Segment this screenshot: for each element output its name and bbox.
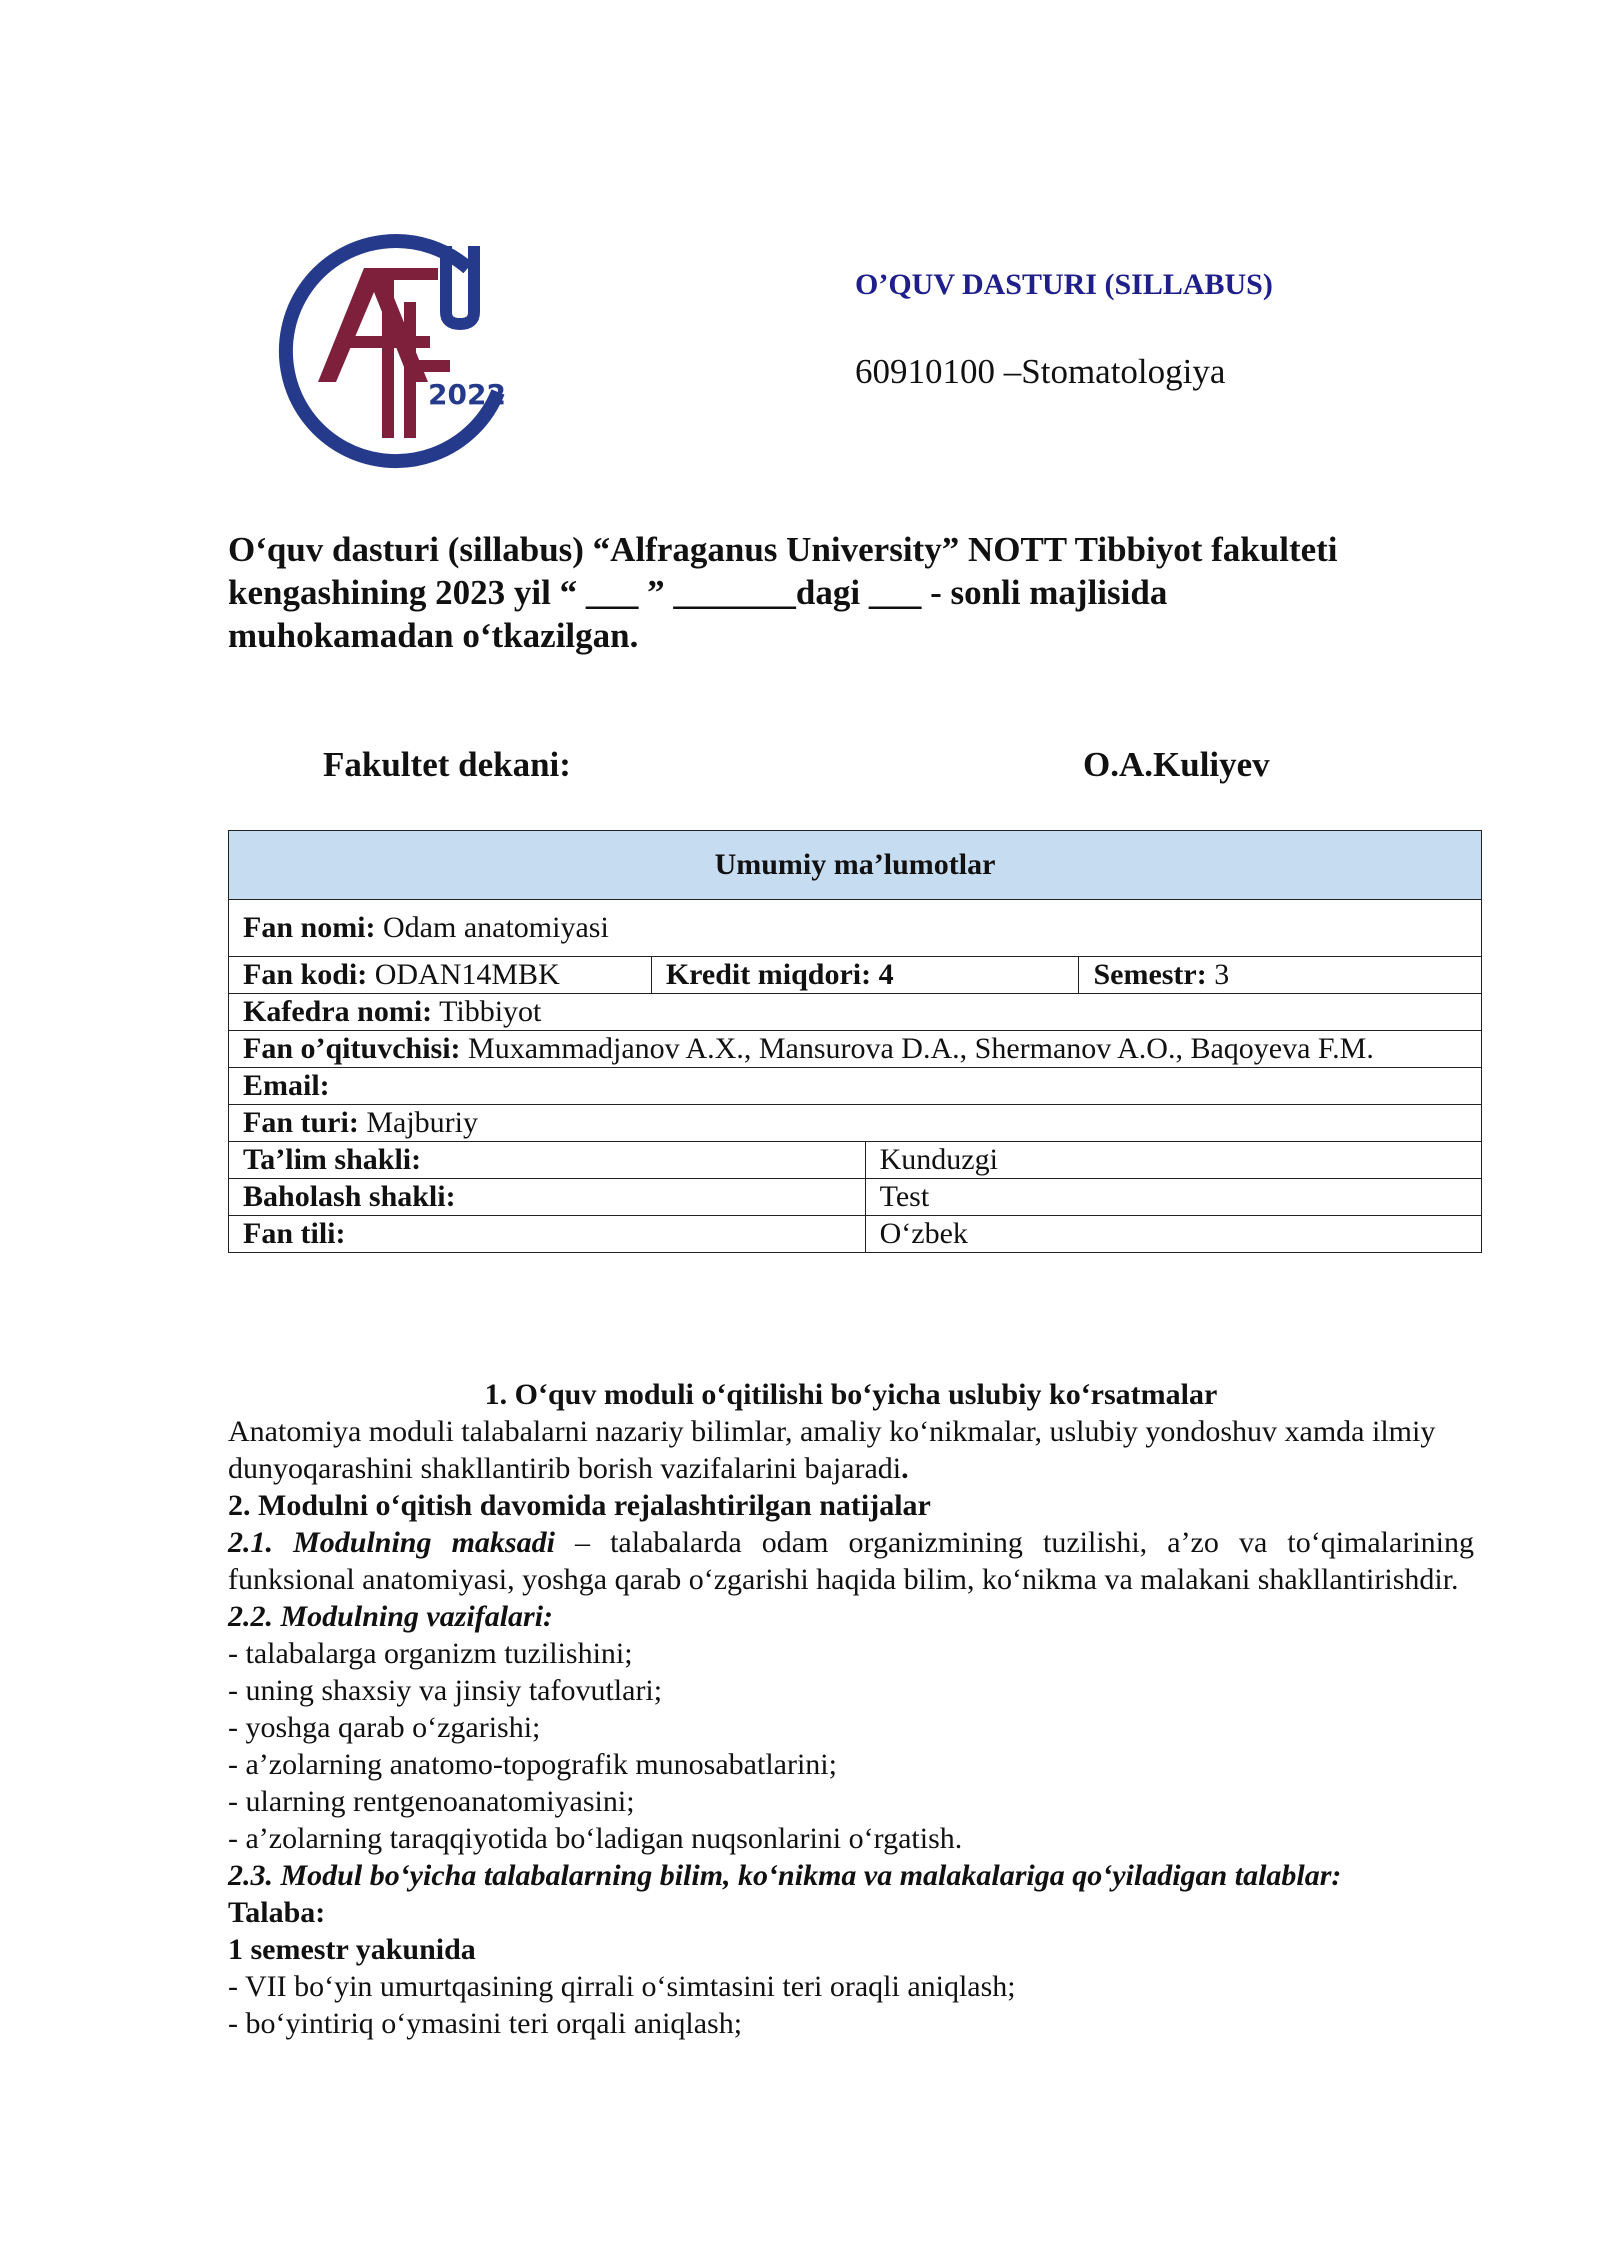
section-2-1-text: – talabalarda odam organizmining tuzilishi, a’zo va to‘qimalarining funksional anatomiyasi, yoshga qarab o‘zgarishi haqida bilim, ko‘nikma va malakani shakllantirishdir.: [228, 1526, 1474, 1596]
list-item: - uning shaxsiy va jinsiy tafovutlari;: [228, 1674, 663, 1707]
code-value: ODAN14MBK: [374, 958, 560, 991]
table-row: [229, 1179, 1482, 1216]
language-value: O‘zbek: [865, 1216, 1481, 1253]
type-value: Majburiy: [366, 1106, 478, 1139]
approval-line-2: kengashining 2023 yil “ ___ ” _______dagi ___ - sonli majlisida: [228, 573, 1168, 612]
section-2-1-label: 2.1. Modulning maksadi: [228, 1526, 555, 1559]
form-label: Ta’lim shakli:: [229, 1142, 866, 1179]
program-code: 60910100 –Stomatologiya: [855, 352, 1226, 391]
credit-cell: Kredit miqdori: 4: [651, 957, 1079, 994]
subject-cell: [229, 900, 1482, 957]
section-2-title: 2. Modulni o‘qitish davomida rejalashtirilgan natijalar: [228, 1489, 931, 1522]
syllabus-title: O’QUV DASTURI (SILLABUS): [855, 268, 1273, 301]
subject-value: Odam anatomiyasi: [383, 911, 609, 944]
semester-value: 3: [1214, 958, 1230, 991]
table-row: [229, 1216, 1482, 1253]
subject-label: Fan nomi:: [243, 911, 376, 944]
approval-line-3: muhokamadan o‘tkazilgan.: [228, 616, 639, 655]
code-cell: [229, 957, 652, 994]
assessment-value: Test: [865, 1179, 1481, 1216]
list-item: - bo‘yintiriq o‘ymasini teri orqali aniqlash;: [228, 2007, 743, 2040]
form-value: Kunduzgi: [865, 1142, 1481, 1179]
type-cell: [229, 1105, 1482, 1142]
table-row: [229, 1031, 1482, 1068]
language-label: Fan tili:: [229, 1216, 866, 1253]
semester-end-label: 1 semestr yakunida: [228, 1933, 476, 1966]
section-1-text: Anatomiya moduli talabalarni nazariy bilimlar, amaliy ko‘nikmalar, uslubiy yondoshuv xamda ilmiy dunyoqarashini shakllantirib borish vazifalarini bajaradi.: [228, 1415, 1436, 1485]
section-2-3-title: 2.3. Modul bo‘yicha talabalarning bilim, ko‘nikma va malakalariga qo‘yiladigan talablar:: [228, 1859, 1342, 1892]
teacher-value: Muxammadjanov A.X., Mansurova D.A., Shermanov A.O., Baqoyeva F.M.: [468, 1032, 1374, 1065]
teacher-cell: [229, 1031, 1482, 1068]
list-item: - VII bo‘yin umurtqasining qirrali o‘simtasini teri oraqli aniqlash;: [228, 1970, 1016, 2003]
syllabus-body: [228, 1376, 1474, 2042]
department-label: Kafedra nomi:: [243, 995, 433, 1028]
assessment-label: Baholash shakli:: [229, 1179, 866, 1216]
semester-label: Semestr:: [1093, 958, 1207, 991]
department-cell: [229, 994, 1482, 1031]
table-header-row: [229, 831, 1482, 900]
student-label: Talaba:: [228, 1896, 326, 1929]
email-cell: Email:: [229, 1068, 1482, 1105]
section-1-title: 1. O‘quv moduli o‘qitilishi bo‘yicha uslubiy ko‘rsatmalar: [484, 1378, 1218, 1411]
general-info-table: [228, 830, 1482, 1253]
table-row: [229, 994, 1482, 1031]
list-item: - a’zolarning taraqqiyotida bo‘ladigan nuqsonlarini o‘rgatish.: [228, 1822, 963, 1855]
university-logo: [278, 232, 526, 480]
section-2-1: [228, 1524, 1474, 1598]
table-heading: Umumiy ma’lumotlar: [229, 831, 1482, 900]
list-item: - ularning rentgenoanatomiyasini;: [228, 1785, 635, 1818]
approval-line-1: O‘quv dasturi (sillabus) “Alfraganus University” NOTT Tibbiyot fakulteti: [228, 530, 1338, 569]
department-value: Tibbiyot: [439, 995, 542, 1028]
table-row: [229, 900, 1482, 957]
section-2-2-title: 2.2. Modulning vazifalari:: [228, 1600, 554, 1633]
list-item: - yoshga qarab o‘zgarishi;: [228, 1711, 541, 1744]
list-item: - a’zolarning anatomo-topografik munosabatlarini;: [228, 1748, 837, 1781]
dean-label: Fakultet dekani:: [323, 745, 571, 784]
semester-cell: [1079, 957, 1482, 994]
approval-statement: [228, 528, 1478, 657]
table-row: [229, 1105, 1482, 1142]
dean-name: O.A.Kuliyev: [1083, 745, 1270, 784]
table-row: [229, 957, 1482, 994]
table-row: [229, 1142, 1482, 1179]
table-row: [229, 1068, 1482, 1105]
logo-year-text: 2022: [428, 378, 506, 411]
type-label: Fan turi:: [243, 1106, 359, 1139]
list-item: - talabalarga organizm tuzilishini;: [228, 1637, 633, 1670]
teacher-label: Fan o’qituvchisi:: [243, 1032, 461, 1065]
code-label: Fan kodi:: [243, 958, 368, 991]
